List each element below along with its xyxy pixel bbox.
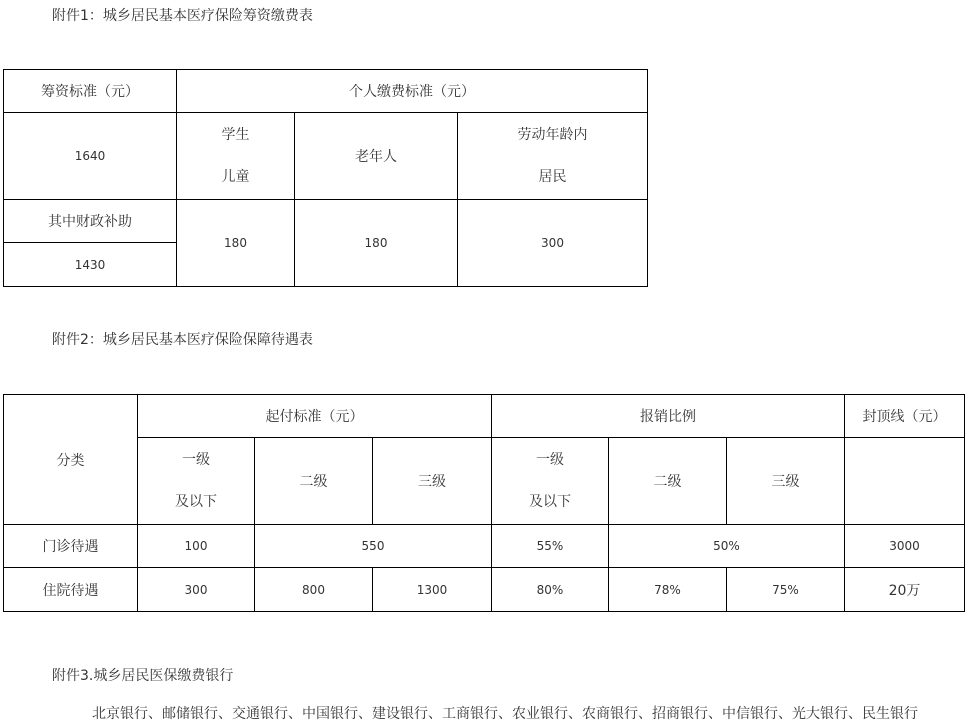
- inpatient-label: 住院待遇: [4, 568, 138, 612]
- outpatient-cap: 3000: [845, 525, 965, 568]
- child-label: 儿童: [221, 169, 250, 185]
- table-row: [4, 568, 965, 612]
- and-below-label: 及以下: [175, 494, 217, 510]
- working-age-header: [458, 113, 648, 200]
- funding-total-cell: 1640: [4, 113, 177, 200]
- subsidy-label-cell: 其中财政补助: [4, 200, 177, 243]
- student-fee-cell: 180: [177, 200, 295, 287]
- table-row: [4, 395, 965, 438]
- inpatient-ratio-l2: 78%: [609, 568, 727, 612]
- ratio-level2-header: 二级: [609, 438, 727, 525]
- outpatient-ratio-l1: 55%: [492, 525, 609, 568]
- inpatient-cap: 20万: [845, 568, 965, 612]
- ratio-level1-header: [492, 438, 609, 525]
- cap-empty-cell: [845, 438, 965, 525]
- attachment2-title: 附件2：城乡居民基本医疗保险保障待遇表: [52, 332, 313, 348]
- benefits-table: [3, 394, 965, 612]
- student-label: 学生: [221, 127, 250, 143]
- inpatient-ratio-l1: 80%: [492, 568, 609, 612]
- outpatient-ratio-l23: 50%: [609, 525, 845, 568]
- table-row: [4, 438, 965, 525]
- deductible-header: 起付标准（元）: [138, 395, 492, 438]
- funding-standard-header: 筹资标准（元）: [4, 70, 177, 113]
- personal-fee-header: 个人缴费标准（元）: [177, 70, 648, 113]
- table-row: [4, 200, 648, 243]
- inpatient-deductible-l1: 300: [138, 568, 255, 612]
- category-header: 分类: [4, 395, 138, 525]
- bank-list: 北京银行、邮储银行、交通银行、中国银行、建设银行、工商银行、农业银行、农商银行、招商银行、中信银行、光大银行、民生银行: [92, 706, 918, 722]
- elderly-header: 老年人: [295, 113, 458, 200]
- cap-header: 封顶线（元）: [845, 395, 965, 438]
- table-row: [4, 113, 648, 200]
- ratio-level3-header: 三级: [727, 438, 845, 525]
- deductible-level1-header: [138, 438, 255, 525]
- working-age-label: 劳动年龄内: [517, 127, 588, 143]
- outpatient-label: 门诊待遇: [4, 525, 138, 568]
- inpatient-ratio-l3: 75%: [727, 568, 845, 612]
- level1-label: 一级: [182, 452, 210, 468]
- deductible-level3-header: 三级: [373, 438, 492, 525]
- funding-table: [3, 69, 648, 287]
- working-fee-cell: 300: [458, 200, 648, 287]
- outpatient-deductible-l23: 550: [255, 525, 492, 568]
- table-row: [4, 525, 965, 568]
- inpatient-deductible-l3: 1300: [373, 568, 492, 612]
- attachment3-title: 附件3.城乡居民医保缴费银行: [52, 668, 234, 684]
- elderly-fee-cell: 180: [295, 200, 458, 287]
- level1-label: 一级: [536, 452, 564, 468]
- inpatient-deductible-l2: 800: [255, 568, 373, 612]
- outpatient-deductible-l1: 100: [138, 525, 255, 568]
- attachment1-title: 附件1：城乡居民基本医疗保险筹资缴费表: [52, 8, 313, 24]
- student-child-header: [177, 113, 295, 200]
- table-row: [4, 70, 648, 113]
- subsidy-value-cell: 1430: [4, 243, 177, 287]
- reimbursement-header: 报销比例: [492, 395, 845, 438]
- deductible-level2-header: 二级: [255, 438, 373, 525]
- and-below-label: 及以下: [529, 494, 571, 510]
- resident-label: 居民: [538, 169, 567, 185]
